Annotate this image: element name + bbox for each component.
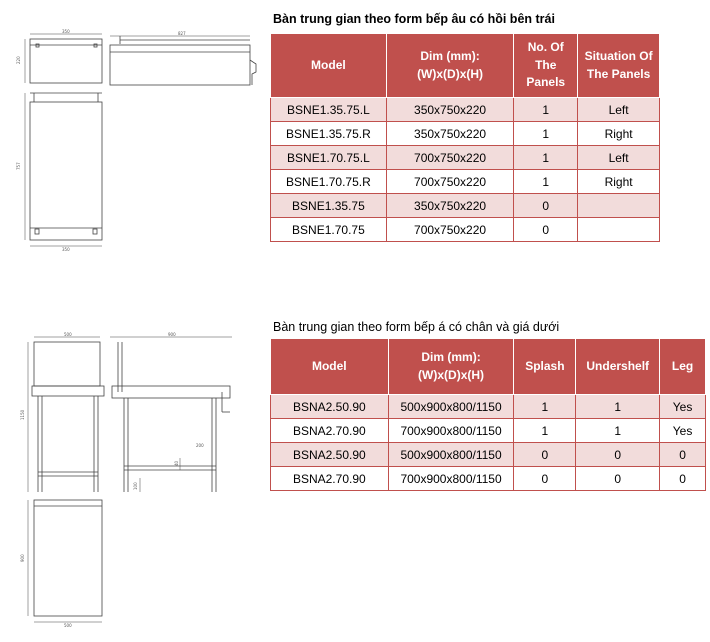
cell-model: BSNE1.35.75.R [271,122,387,146]
drawing2-bottom-view [28,500,102,622]
cell-dim: 350x750x220 [386,98,514,122]
cell-leg: 0 [660,467,706,491]
dim-bottom-height-2: 900 [20,554,25,562]
cell-leg: Yes [660,395,706,419]
cell-splash: 1 [514,395,576,419]
cell-dim: 700x900x800/1150 [388,467,514,491]
section1-title: Bàn trung gian theo form bếp âu có hồi bên trái [273,12,555,26]
header-dim-label: Dim (mm): (W)x(D)x(H) [418,350,485,382]
drawing1-side-view [110,36,256,85]
dim-top-height: 220 [16,56,21,64]
cell-situation [578,218,660,242]
cell-splash: 1 [514,419,576,443]
cell-model: BSNA2.50.90 [271,443,389,467]
cell-leg: Yes [660,419,706,443]
cell-dim: 700x750x220 [386,146,514,170]
cell-dim: 700x900x800/1150 [388,419,514,443]
cell-situation: Right [578,170,660,194]
drawing2-side-view [110,337,232,492]
header-situation: Situation Of The Panels [578,34,660,98]
cell-leg: 0 [660,443,706,467]
dim-body-height: 757 [16,162,21,170]
cell-situation: Left [578,146,660,170]
header-leg: Leg [660,339,706,395]
header-dim [386,34,514,98]
table-row [271,194,660,218]
table-row [271,419,706,443]
technical-drawings [0,0,270,642]
dim-foot: 40 [174,460,179,466]
cell-model: BSNA2.70.90 [271,419,389,443]
dim-bottom-width: 350 [62,247,70,252]
cell-splash: 0 [514,443,576,467]
section1-spec-table [270,33,660,242]
cell-dim: 350x750x220 [386,194,514,218]
header-undershelf: Undershelf [576,339,660,395]
header-splash: Splash [514,339,576,395]
table-row [271,467,706,491]
drawing1-front-view [25,93,102,246]
cell-panels: 0 [514,218,578,242]
header-dim-label: Dim (mm): (W)x(D)x(H) [417,49,484,81]
dim-front-height: 1150 [20,409,25,420]
table-row [271,395,706,419]
cell-dim: 500x900x800/1150 [388,395,514,419]
cell-dim: 500x900x800/1150 [388,443,514,467]
cell-model: BSNE1.70.75.R [271,170,387,194]
table-row [271,170,660,194]
cell-situation: Left [578,98,660,122]
cell-undershelf: 1 [576,395,660,419]
cell-panels: 1 [514,98,578,122]
cell-dim: 700x750x220 [386,170,514,194]
section2-spec-table [270,338,706,491]
cell-panels: 0 [514,194,578,218]
cell-model: BSNE1.35.75.L [271,98,387,122]
cell-undershelf: 1 [576,419,660,443]
cell-panels: 1 [514,122,578,146]
cell-dim: 700x750x220 [386,218,514,242]
section2-title: Bàn trung gian theo form bếp á có chân và giá dưới [273,320,560,334]
cell-model: BSNE1.70.75.L [271,146,387,170]
cell-model: BSNA2.70.90 [271,467,389,491]
dim-front-width: 500 [64,332,72,337]
table-row [271,98,660,122]
table-row [271,218,660,242]
cell-panels: 1 [514,146,578,170]
cell-model: BSNE1.70.75 [271,218,387,242]
cell-undershelf: 0 [576,443,660,467]
dim-top-width: 350 [62,29,70,34]
cell-undershelf: 0 [576,467,660,491]
header-dim [388,339,514,395]
header-panels: No. Of The Panels [514,34,578,98]
drawing1-top-view [25,34,102,83]
dim-shelf-height: 200 [196,443,204,448]
dim-bottom-width-2: 500 [64,623,72,628]
cell-model: BSNA2.50.90 [271,395,389,419]
header-model: Model [271,34,387,98]
header-model: Model [271,339,389,395]
cell-situation [578,194,660,218]
table-row [271,443,706,467]
cell-splash: 0 [514,467,576,491]
cell-dim: 350x750x220 [386,122,514,146]
drawing2-front-view [28,337,104,492]
dim-side-width-2: 900 [168,332,176,337]
cell-situation: Right [578,122,660,146]
dim-leg-height: 100 [133,482,138,490]
cell-panels: 1 [514,170,578,194]
cell-model: BSNE1.35.75 [271,194,387,218]
table-row [271,146,660,170]
table-row [271,122,660,146]
dim-side-width: 827 [178,31,186,36]
